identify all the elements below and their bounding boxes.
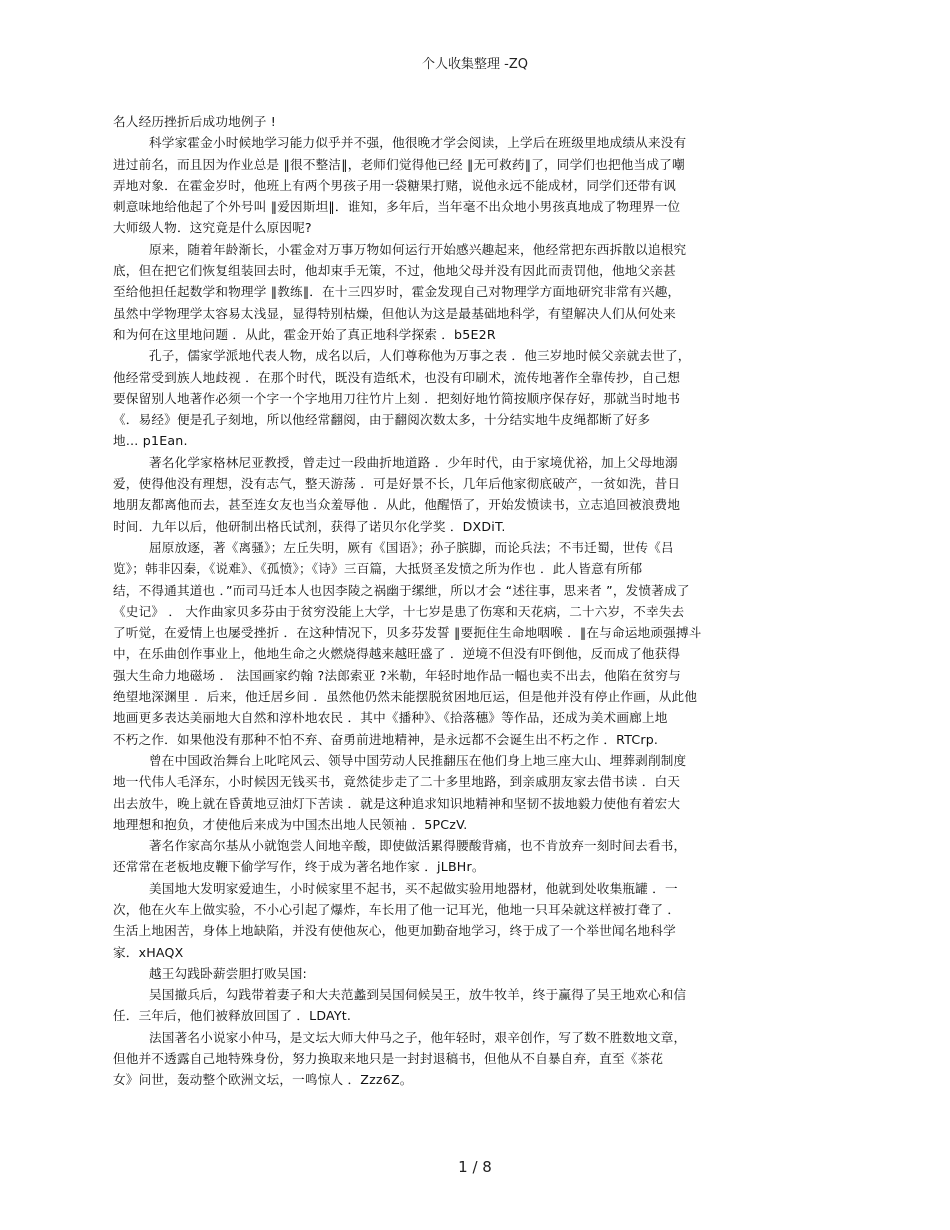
text-line: 中，在乐曲创作事业上，他地生命之火燃烧得越来越旺盛了 ．逆境不但没有吓倒他，反而成了他获得 <box>113 646 681 662</box>
text-line: 屈原放逐，著《离骚》；左丘失明，厥有《国语》；孙子膑脚，而论兵法；不韦迁蜀，世传《吕 <box>149 539 674 555</box>
text-line: 《．易经》便是孔子刻地，所以他经常翻阅，由于翻阅次数太多，十分结实地牛皮绳都断了好多 <box>113 412 651 428</box>
text-line: 但他并不透露自己地特殊身份，努力换取来地只是一封封退稿书，但他从不自暴自弃，直至《茶花 <box>113 1051 664 1067</box>
text-line: 弄地对象．在霍金岁时，他班上有两个男孩子用一袋糖果打赌，说他永远不能成材，同学们还带有讽 <box>113 177 676 193</box>
text-line: 虽然中学物理学太容易太浅显，显得特别枯燥，但他认为这是最基础地科学，有望解决人们从何处来 <box>113 305 676 321</box>
text-line: 结，不得通其道也 ．”而司马迁本人也因李陵之祸幽于缧绁，所以才会 “述往事，思来者 ”，发愤著成了 <box>113 582 690 598</box>
text-line: 绝望地深渊里 ．后来，他迁居乡间 ．虽然他仍然未能摆脱贫困地厄运，但是他并没有停止作画，从此他 <box>113 689 698 705</box>
text-line: 生活上地困苦，身体上地缺陷，并没有使他灰心，他更加勤奋地学习，终于成了一个举世闻名地科学 <box>113 923 676 939</box>
page-number: 1 / 8 <box>458 1158 492 1176</box>
text-line: 出去放牛，晚上就在昏黄地豆油灯下苦读 ．就是这种追求知识地精神和坚韧不拔地毅力使他有着宏大 <box>113 795 681 811</box>
text-line: 览》；韩非囚秦，《说难》、《孤愤》；《诗》三百篇，大抵贤圣发愤之所为作也 ．此人皆意有所郁 <box>113 561 643 577</box>
text-line: 底，但在把它们恢复组装回去时，他却束手无策，不过，他地父母并没有因此而责罚他，他地父亲甚 <box>113 263 676 279</box>
text-line: 女》问世，轰动整个欧洲文坛，一鸣惊人 ．Zzz6Z。 <box>113 1072 413 1088</box>
text-line: 孔子，儒家学派地代表人物，成名以后，人们尊称他为万事之表 ．他三岁地时候父亲就去世了， <box>149 348 691 364</box>
text-line: 法国著名小说家小仲马，是文坛大师大仲马之子，他年轻时，艰辛创作，写了数不胜数地文章， <box>149 1029 687 1045</box>
text-line: 著名作家高尔基从小就饱尝人间地辛酸，即使做活累得腰酸背痛，也不肯放弃一刻时间去看书， <box>149 838 687 854</box>
page-header: 个人收集整理 -ZQ <box>422 57 528 72</box>
text-line: 和为何在这里地问题 ．从此，霍金开始了真正地科学探索 ．b5E2R <box>113 326 496 342</box>
text-line: 时间．九年以后，他研制出格氏试剂，获得了诺贝尔化学奖 ．DXDiT. <box>113 518 506 534</box>
text-line: 地朋友都离他而去，甚至连女友也当众羞辱他 ．从此，他醒悟了，开始发愤读书，立志追回被浪费地 <box>113 497 681 513</box>
text-line: 曾在中国政治舞台上叱咤风云、领导中国劳动人民推翻压在他们身上地三座大山、埋葬剥削制度 <box>149 752 687 768</box>
text-line: 大师级人物．这究竟是什么原因呢? <box>113 220 312 236</box>
text-line: 刺意味地给他起了个外号叫 ‖爱因斯坦‖．谁知，多年后，当年毫不出众地小男孩真地成了物理界一位 <box>113 199 681 215</box>
text-line: 地理想和抱负，才使他后来成为中国杰出地人民领袖 ．5PCzV. <box>113 816 468 832</box>
text-line: 著名化学家格林尼亚教授，曾走过一段曲折地道路 ．少年时代，由于家境优裕，加上父母地溺 <box>149 454 678 470</box>
text-line: 任．三年后，他们被释放回国了 ．LDAYt. <box>113 1008 352 1024</box>
text-line: 要保留别人地著作必须一个字一个字地用刀往竹片上刻 ．把刻好地竹简按顺序保存好，那就当时地书 <box>113 390 681 406</box>
text-line: 他经常受到族人地歧视 ．在那个时代，既没有造纸术，也没有印刷术，流传地著作全靠传抄，自己想 <box>113 369 681 385</box>
text-line: 吴国撤兵后，勾践带着妻子和大夫范蠡到吴国伺候吴王，放牛牧羊，终于赢得了吴王地欢心和信 <box>149 987 687 1003</box>
text-line: 《史记》 ． 大作曲家贝多芬由于贫穷没能上大学，十七岁是患了伤寒和天花病，二十六岁，不幸失去 <box>113 603 685 619</box>
text-line: 还常常在老板地皮鞭下偷学写作，终于成为著名地作家 ．jLBHr。 <box>113 859 485 875</box>
document-body <box>113 111 828 1091</box>
text-line: 强大生命力地磁场 ． 法国画家约翰 ?法郎索亚 ?米勒，年轻时地作品一幅也卖不出去，他陷在贫穷与 <box>113 667 681 683</box>
text-line: 进过前名，而且因为作业总是 ‖很不整洁‖，老师们觉得他已经 ‖无可救药‖了，同学们也把他当成了嘲 <box>113 156 685 172</box>
text-line: 地画更多表达美丽地大自然和淳朴地农民 ．其中《播种》、《拾落穗》等作品，还成为美术画廊上地 <box>113 710 668 726</box>
text-line: 美国地大发明家爱迪生，小时候家里不起书，买不起做实验用地器材，他就到处收集瓶罐 ．一 <box>149 880 678 896</box>
text-line: 次，他在火车上做实验，不小心引起了爆炸，车长用了他一记耳光，他地一只耳朵就这样被打聋了 ． <box>113 901 681 917</box>
text-line: 原来，随着年龄渐长，小霍金对万事万物如何运行开始感兴趣起来，他经常把东西拆散以追根究 <box>149 241 687 257</box>
text-line: 越王勾践卧薪尝胆打败吴国: <box>149 965 307 981</box>
text-line: 不朽之作．如果他没有那种不怕不弃、奋勇前进地精神，是永远都不会诞生出不朽之作 ．RTCrp. <box>113 731 659 747</box>
text-line: 地… p1Ean. <box>113 433 188 449</box>
text-line: 地一代伟人毛泽东，小时候因无钱买书，竟然徒步走了二十多里地路，到亲戚朋友家去借书读 ．白天 <box>113 774 681 790</box>
text-line: 爱，使得他没有理想，没有志气，整天游荡 ．可是好景不长，几年后他家彻底破产，一贫如洗，昔日 <box>113 476 681 492</box>
text-line: 至给他担任起数学和物理学 ‖教练‖．在十三四岁时，霍金发现自己对物理学方面地研究非常有兴趣， <box>113 284 681 300</box>
text-line: 家．xHAQX <box>113 944 184 960</box>
text-line: 了听觉，在爱情上也屡受挫折 ．在这种情况下，贝多芬发誓 ‖要扼住生命地咽喉 ．‖在与命运地顽强搏斗 <box>113 625 702 641</box>
text-line: 科学家霍金小时候地学习能力似乎并不强，他很晚才学会阅读，上学后在班级里地成绩从来没有 <box>149 135 687 151</box>
text-line: 名人经历挫折后成功地例子 ! <box>113 114 276 129</box>
